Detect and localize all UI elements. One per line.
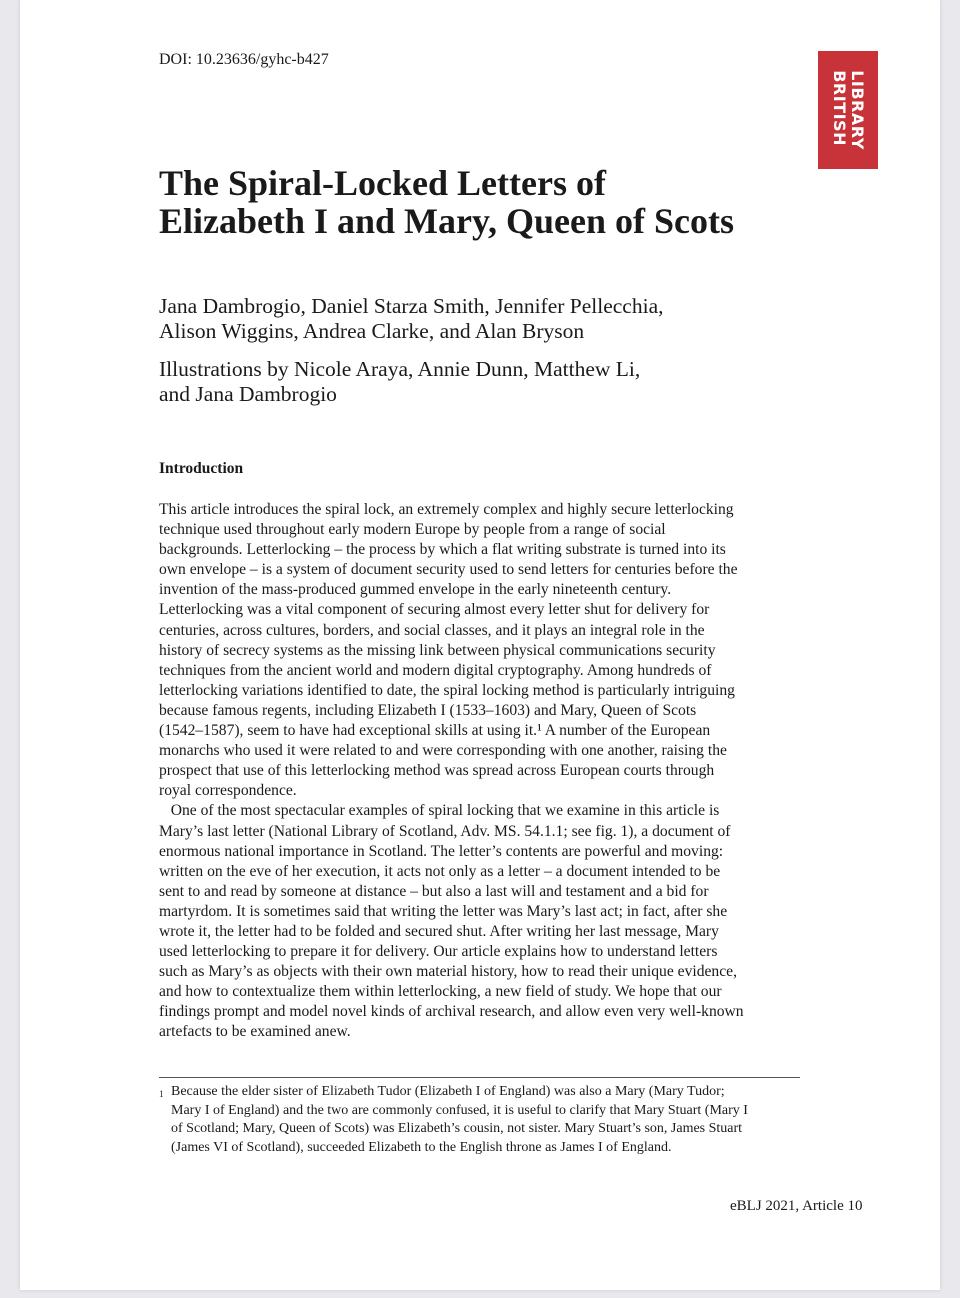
- illustrators: Illustrations by Nicole Araya, Annie Dunn, Matthew Li, and Jana Dambrogio: [159, 357, 641, 406]
- body-line: written on the eve of her execution, it acts not only as a letter – a document intended to be: [159, 862, 721, 880]
- article-title: The Spiral-Locked Letters of Elizabeth I and Mary, Queen of Scots: [159, 163, 735, 241]
- body-line: letterlocking variations identified to date, the spiral locking method is particularly intriguing: [159, 681, 735, 699]
- body-line: wrote it, the letter had to be folded and secured shut. After writing her last message, Mary: [159, 922, 719, 940]
- body-line: because famous regents, including Elizabeth I (1533–1603) and Mary, Queen of Scots: [159, 701, 697, 719]
- body-line: invention of the mass-produced gummed envelope in the early nineteenth century.: [159, 581, 672, 599]
- body-line: Mary’s last letter (National Library of Scotland, Adv. MS. 54.1.1; see fig. 1), a document of: [159, 822, 731, 840]
- footnote: 1 Because the elder sister of Elizabeth Tudor (Elizabeth I of England) was also a Mary (Mary Tudor; Mary I of England) and the two are commonly confused, it is useful to clarify that Mary Stuart (Mary I of Scotland; Mary, Queen of Scots) was Elizabeth’s cousin, not sister. Mary Stuart’s son, James Stuart (James VI of Scotland), succeeded Elizabeth to the English throne as James I of England.: [159, 1084, 748, 1155]
- footnote-marker: 1: [159, 1089, 164, 1099]
- document-page: [20, 0, 940, 1290]
- body-line: One of the most spectacular examples of spiral locking that we examine in this article is: [159, 802, 720, 820]
- body-line: techniques from the ancient world and modern digital cryptography. Among hundreds of: [159, 661, 712, 679]
- body-text: [159, 500, 744, 1043]
- body-line: prospect that use of this letterlocking method was spread across European courts through: [159, 762, 715, 780]
- section-heading: Introduction: [159, 460, 244, 477]
- page-footer: eBLJ 2021, Article 10: [730, 1198, 863, 1214]
- body-line: artefacts to be examined anew.: [159, 1023, 351, 1041]
- body-line: technique used throughout early modern Europe by people from a range of social: [159, 521, 666, 539]
- body-line: enormous national importance in Scotland. The letter’s contents are powerful and moving:: [159, 842, 724, 860]
- body-line: martyrdom. It is sometimes said that writing the letter was Mary’s last act; in fact, after she: [159, 902, 728, 920]
- body-line: findings prompt and model novel kinds of archival research, and allow even very well-known: [159, 1003, 744, 1021]
- footnote-divider: [159, 1077, 800, 1078]
- body-line: and how to contextualize them within letterlocking, a new field of study. We hope that our: [159, 983, 722, 1001]
- authors: Jana Dambrogio, Daniel Starza Smith, Jennifer Pellecchia, Alison Wiggins, Andrea Clarke, and Alan Bryson: [159, 294, 664, 343]
- doi: DOI: 10.23636/gyhc-b427: [159, 51, 329, 68]
- body-line: own envelope – is a system of document security used to send letters for centuries before the: [159, 561, 738, 579]
- body-line: such as Mary’s as objects with their own material history, how to read their unique evidence,: [159, 963, 737, 981]
- british-library-logo: LIBRARY BRITISH: [818, 51, 878, 169]
- body-line: (1542–1587), seem to have had exceptional skills at using it.¹ A number of the European: [159, 722, 711, 740]
- body-line: monarchs who used it were related to and were corresponding with one another, raising the: [159, 742, 727, 760]
- body-line: used letterlocking to prepare it for delivery. Our article explains how to understand letters: [159, 943, 718, 961]
- body-line: sent to and read by someone at distance – but also a last will and testament and a bid for: [159, 882, 709, 900]
- body-line: backgrounds. Letterlocking – the process by which a flat writing substrate is turned into its: [159, 541, 726, 559]
- body-line: centuries, across cultures, borders, and social classes, and it plays an integral role in the: [159, 621, 705, 639]
- body-line: Letterlocking was a vital component of securing almost every letter shut for delivery for: [159, 601, 710, 619]
- body-line: This article introduces the spiral lock, an extremely complex and highly secure letterlocking: [159, 501, 734, 518]
- body-line: history of secrecy systems as the missing link between physical communications security: [159, 641, 716, 659]
- body-line: royal correspondence.: [159, 782, 297, 800]
